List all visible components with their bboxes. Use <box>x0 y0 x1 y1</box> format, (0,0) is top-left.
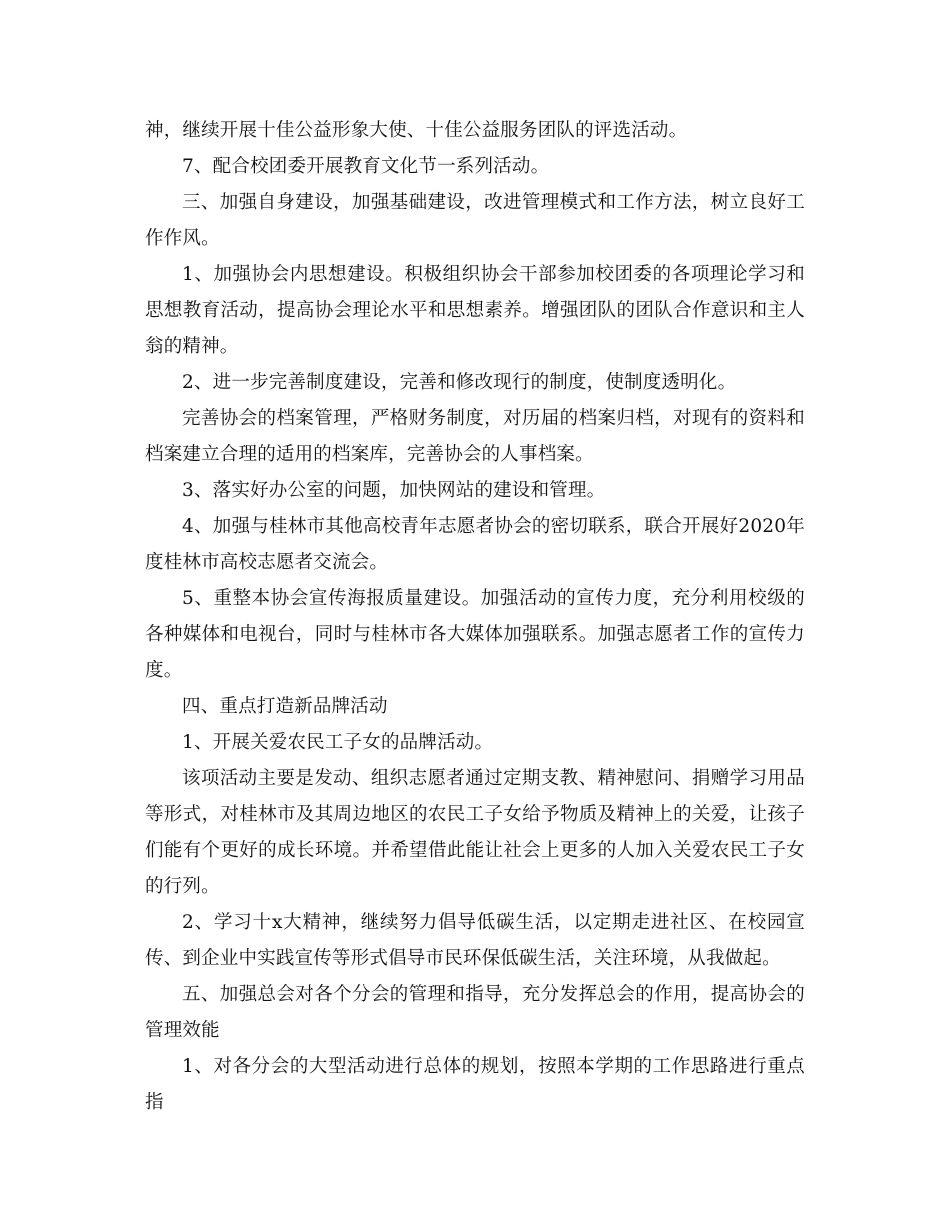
paragraph-item-3-5: 5、重整本协会宣传海报质量建设。加强活动的宣传力度，充分利用校级的各种媒体和电视台，同时与桂林市各大媒体加强联系。加强志愿者工作的宣传力度。 <box>145 588 805 681</box>
paragraph-archive: 完善协会的档案管理，严格财务制度，对历届的档案归档，对现有的资料和档案建立合理的适用的档案库，完善协会的人事档案。 <box>145 408 805 465</box>
paragraph-item-7: 7、配合校团委开展教育文化节一系列活动。 <box>182 156 550 177</box>
paragraph-item-4-1: 1、开展关爱农民工子女的品牌活动。 <box>182 732 494 753</box>
paragraph-item-3-1: 1、加强协会内思想建设。积极组织协会干部参加校团委的各项理论学习和思想教育活动，提高协会理论水平和思想素养。增强团队的团队合作意识和主人翁的精神。 <box>145 264 805 357</box>
paragraph-item-4-2: 2、学习十x大精神，继续努力倡导低碳生活，以定期走进社区、在校园宣传、到企业中实践宣传等形式倡导市民环保低碳生活，关注环境，从我做起。 <box>145 912 805 969</box>
paragraph-item-3-4: 4、加强与桂林市其他高校青年志愿者协会的密切联系，联合开展好2020年度桂林市高校志愿者交流会。 <box>145 516 805 573</box>
paragraph-item-3-2: 2、进一步完善制度建设，完善和修改现行的制度，使制度透明化。 <box>182 372 737 393</box>
paragraph-item-5-1: 1、对各分会的大型活动进行总体的规划，按照本学期的工作思路进行重点指 <box>145 1056 805 1113</box>
document-body <box>145 113 805 1121</box>
paragraph-item-3-3: 3、落实好办公室的问题，加快网站的建设和管理。 <box>182 480 606 501</box>
paragraph-continuation: 神，继续开展十佳公益形象大使、十佳公益服务团队的评选活动。 <box>145 120 688 141</box>
section-heading-3: 三、加强自身建设，加强基础建设，改进管理模式和工作方法，树立良好工作作风。 <box>145 192 805 249</box>
paragraph-activity-description: 该项活动主要是发动、组织志愿者通过定期支教、精神慰问、捐赠学习用品等形式，对桂林市及其周边地区的农民工子女给予物质及精神上的关爱，让孩子们能有个更好的成长环境。并希望借此能让社会上更多的人加入关爱农民工子女的行列。 <box>145 768 805 897</box>
section-heading-4: 四、重点打造新品牌活动 <box>182 696 388 717</box>
section-heading-5: 五、加强总会对各个分会的管理和指导，充分发挥总会的作用，提高协会的管理效能 <box>145 984 805 1041</box>
